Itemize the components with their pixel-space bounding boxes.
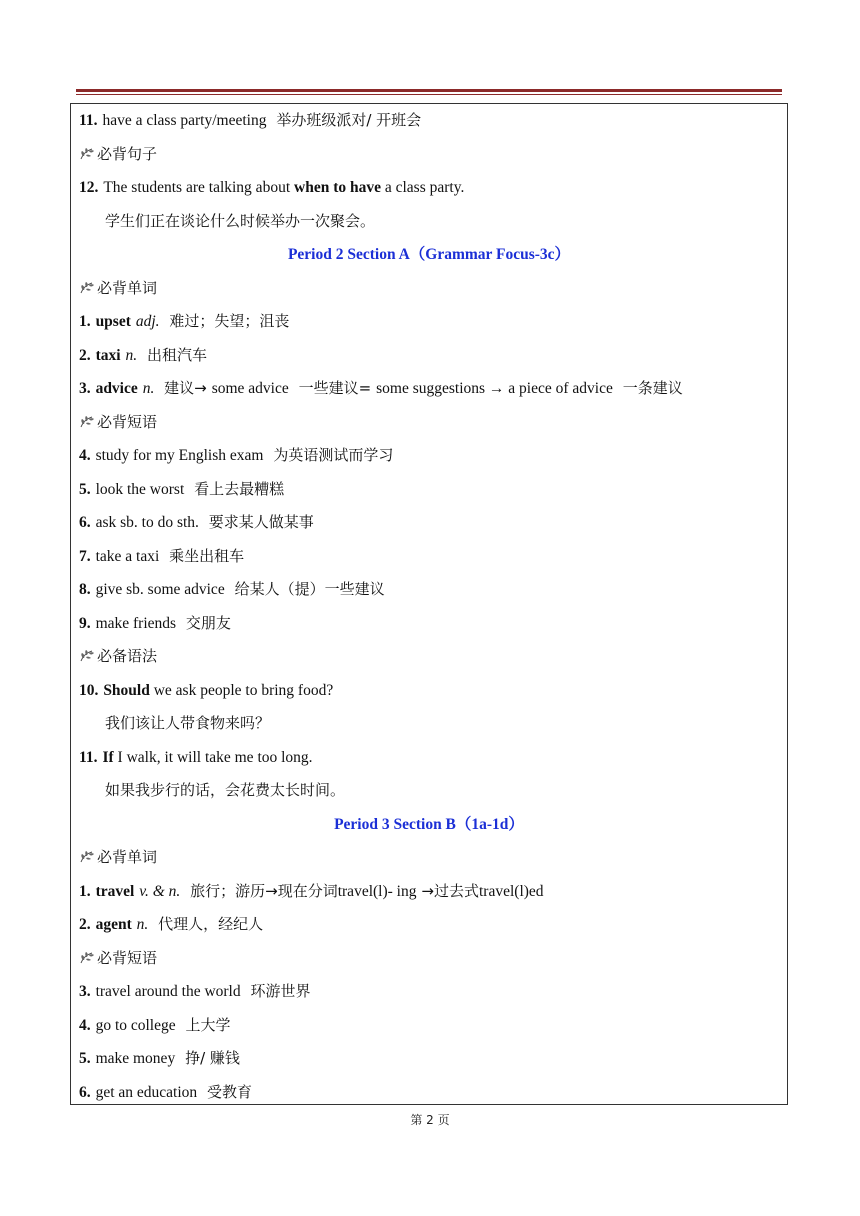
page-footer: 第 2 页 [410, 1113, 450, 1127]
category-label: 必备语法 [97, 647, 158, 665]
item-number: 2. [79, 346, 91, 364]
section-title-text: Period 3 Section B（1a-1d） [334, 815, 524, 833]
leaf-icon [79, 281, 96, 295]
item-chinese: 给某人（提）一些建议 [234, 580, 385, 598]
word-form-label: →过去式 [421, 881, 479, 900]
category-label: 必背短语 [97, 412, 158, 431]
word: agent [95, 916, 132, 933]
word-example: some suggestions → a piece of advice [376, 380, 613, 397]
item-number: 11. [79, 748, 98, 766]
leaf-icon [79, 147, 96, 161]
item-number: 8. [79, 581, 91, 598]
part-of-speech: n. [142, 380, 155, 397]
item-english: make friends [95, 614, 177, 632]
item-number: 4. [79, 1016, 91, 1034]
word: advice [95, 380, 138, 397]
word-meaning: 难过；失望；沮丧 [169, 312, 290, 330]
part-of-speech: adj. [135, 313, 160, 330]
word-meaning: 旅行；游历→现在分词 [190, 881, 338, 900]
header-rule-thick [76, 89, 782, 92]
word-form: travel(l)- ing [337, 882, 417, 900]
word-example-meaning: 一条建议 [622, 379, 683, 397]
item-number: 12. [79, 179, 99, 196]
section-title [79, 241, 779, 275]
category-heading [79, 643, 779, 677]
word: taxi [95, 346, 121, 364]
word-meaning: 建议→ [164, 379, 207, 397]
part-of-speech: n. [125, 346, 138, 364]
word-meaning: 代理人，经纪人 [158, 915, 264, 933]
word-item [79, 342, 779, 376]
sentence-keyword: when to have [294, 179, 381, 196]
item-chinese: 环游世界 [250, 982, 311, 1000]
item-number: 10. [79, 681, 99, 699]
item-chinese: 乘坐出租车 [169, 546, 245, 565]
item-number: 5. [79, 480, 91, 498]
phrase-item [79, 576, 779, 610]
word-item [79, 878, 779, 912]
sentence-keyword: If [102, 748, 114, 766]
word: travel [95, 882, 135, 900]
item-english: give sb. some advice [95, 581, 225, 598]
item-number: 3. [79, 380, 91, 397]
phrase-item [79, 476, 779, 510]
sentence-item [79, 677, 779, 711]
phrase-item [79, 543, 779, 577]
sentence-text-post: a class party. [380, 179, 465, 196]
translation-text: 如果我步行的话，会花费太长时间。 [105, 781, 346, 799]
item-number: 6. [79, 514, 91, 531]
item-number: 9. [79, 614, 91, 632]
translation-text: 学生们正在谈论什么时候举办一次聚会。 [105, 211, 376, 230]
part-of-speech: v. & n. [139, 882, 181, 900]
sentence-item [79, 174, 779, 208]
phrase-item [79, 1079, 779, 1113]
item-english: make money [95, 1050, 176, 1067]
sentence-item [79, 744, 779, 778]
word-example: some advice [211, 380, 289, 397]
phrase-item [79, 107, 779, 141]
word-meaning: 出租汽车 [146, 345, 207, 364]
header-rule-thin [76, 94, 782, 95]
category-heading [79, 409, 779, 443]
item-number: 1. [79, 882, 91, 900]
leaf-icon [79, 415, 96, 429]
sentence-text-pre: The students are talking about [103, 179, 294, 196]
item-number: 5. [79, 1050, 91, 1067]
category-heading [79, 844, 779, 878]
sentence-text-post: I walk, it will take me too long. [113, 748, 313, 766]
item-chinese: 受教育 [207, 1082, 253, 1101]
category-label: 必背短语 [97, 948, 158, 967]
item-chinese: 为英语测试而学习 [273, 446, 394, 464]
leaf-icon [79, 649, 96, 663]
phrase-item [79, 978, 779, 1012]
item-english: go to college [95, 1016, 176, 1034]
item-english: study for my English exam [95, 447, 264, 464]
item-chinese: 看上去最糟糕 [194, 479, 285, 498]
item-number: 4. [79, 447, 91, 464]
item-english: take a taxi [95, 547, 160, 565]
phrase-item [79, 610, 779, 644]
item-english: look the worst [95, 480, 185, 498]
phrase-item [79, 1012, 779, 1046]
section-title-text: Period 2 Section A（Grammar Focus-3c） [287, 246, 571, 263]
leaf-icon [79, 951, 96, 965]
item-chinese: 交朋友 [185, 613, 231, 632]
item-number: 7. [79, 547, 91, 565]
category-heading [79, 275, 779, 309]
item-english: travel around the world [95, 983, 241, 1000]
item-chinese: 挣/ 赚钱 [185, 1049, 240, 1067]
category-label: 必背单词 [97, 848, 158, 866]
category-label: 必背单词 [97, 278, 158, 297]
sentence-translation [79, 208, 779, 242]
category-label: 必背句子 [97, 144, 158, 163]
item-number: 3. [79, 983, 91, 1000]
item-number: 2. [79, 916, 91, 933]
word-item [79, 308, 779, 342]
word-form: travel(l)ed [479, 882, 544, 900]
sentence-translation [79, 710, 779, 744]
sentence-text-post: we ask people to bring food? [149, 681, 334, 699]
item-chinese: 上大学 [185, 1015, 231, 1034]
sentence-keyword: Should [103, 681, 150, 699]
phrase-item [79, 509, 779, 543]
category-heading [79, 141, 779, 175]
item-english: get an education [95, 1083, 198, 1101]
item-chinese: 要求某人做某事 [208, 513, 314, 531]
item-number: 1. [79, 313, 91, 330]
part-of-speech: n. [136, 916, 149, 933]
leaf-icon [79, 850, 96, 864]
content-box [70, 103, 788, 1105]
word-example-meaning: 一些建议= [298, 379, 372, 397]
phrase-item [79, 1045, 779, 1079]
word-item [79, 911, 779, 945]
sentence-translation [79, 777, 779, 811]
category-heading [79, 945, 779, 979]
word: upset [95, 313, 131, 330]
word-item [79, 375, 779, 409]
item-english: have a class party/meeting [102, 112, 267, 129]
section-title [79, 811, 779, 845]
item-chinese: 举办班级派对/ 开班会 [276, 111, 422, 129]
translation-text: 我们该让人带食物来吗？ [105, 714, 271, 732]
item-number: 6. [79, 1083, 91, 1101]
item-number: 11. [79, 112, 98, 129]
content-list [79, 107, 779, 1112]
item-english: ask sb. to do sth. [95, 514, 199, 531]
phrase-item [79, 442, 779, 476]
